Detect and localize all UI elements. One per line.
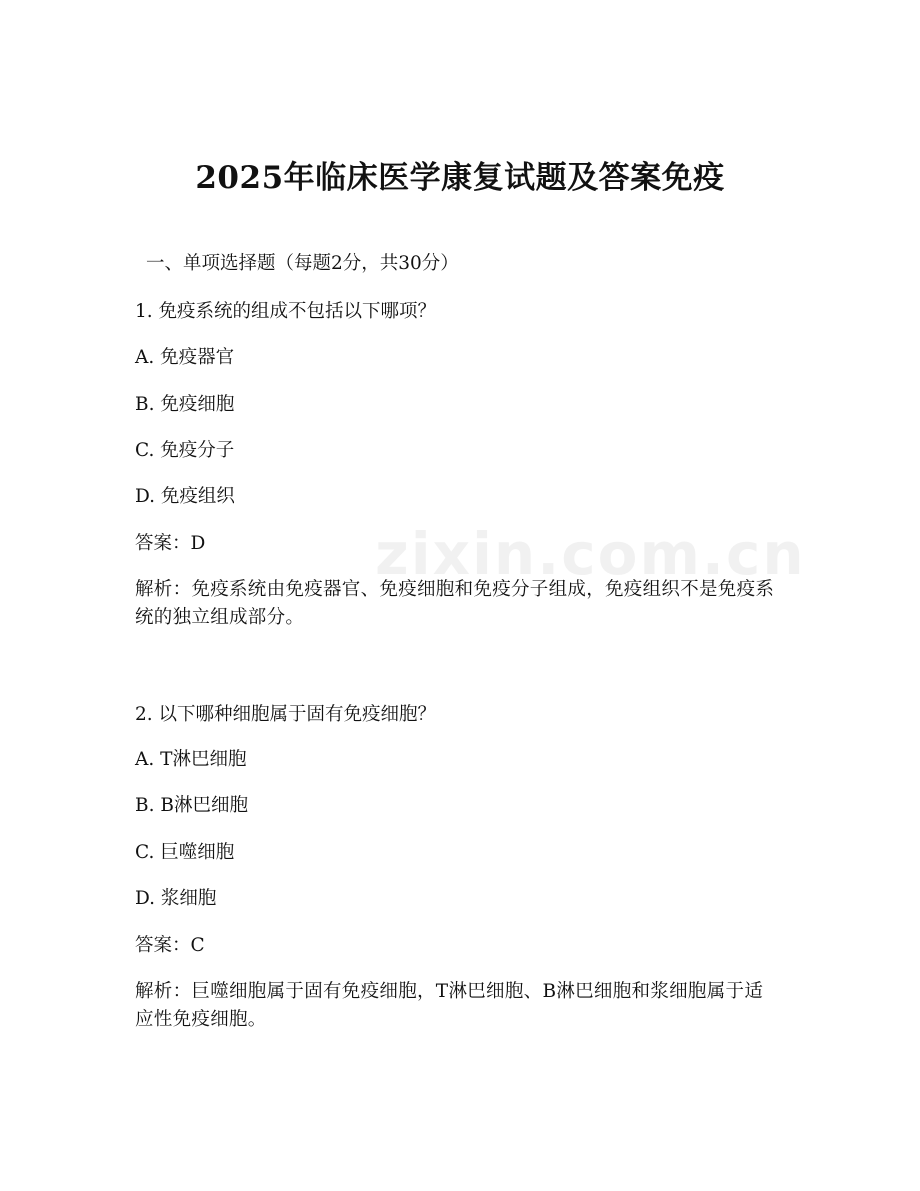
watermark: zixin.com.cn bbox=[375, 520, 806, 588]
question-2-option-b: B. B淋巴细胞 bbox=[135, 795, 248, 816]
question-2-option-d: D. 浆细胞 bbox=[135, 888, 217, 909]
question-2-answer: 答案：C bbox=[135, 935, 205, 956]
section-heading: 一、单项选择题（每题2分，共30分） bbox=[146, 253, 459, 274]
question-1-stem: 1. 免疫系统的组成不包括以下哪项？ bbox=[135, 301, 437, 322]
question-2-option-a: A. T淋巴细胞 bbox=[135, 749, 247, 770]
question-1-analysis: 解析：免疫系统由免疫器官、免疫细胞和免疫分子组成，免疫组织不是免疫系统的独立组成部分。 bbox=[135, 579, 775, 628]
question-2-analysis: 解析：巨噬细胞属于固有免疫细胞，T淋巴细胞、B淋巴细胞和浆细胞属于适应性免疫细胞。 bbox=[135, 981, 764, 1030]
page-title: 2025年临床医学康复试题及答案免疫 bbox=[195, 160, 725, 196]
question-1-option-b: B. 免疫细胞 bbox=[135, 394, 235, 415]
question-1-option-a: A. 免疫器官 bbox=[135, 347, 235, 368]
question-2-stem: 2. 以下哪种细胞属于固有免疫细胞？ bbox=[135, 704, 437, 725]
question-1-option-d: D. 免疫组织 bbox=[135, 486, 235, 507]
question-1-answer: 答案：D bbox=[135, 533, 206, 554]
question-1-option-c: C. 免疫分子 bbox=[135, 440, 235, 461]
question-2-option-c: C. 巨噬细胞 bbox=[135, 842, 235, 863]
